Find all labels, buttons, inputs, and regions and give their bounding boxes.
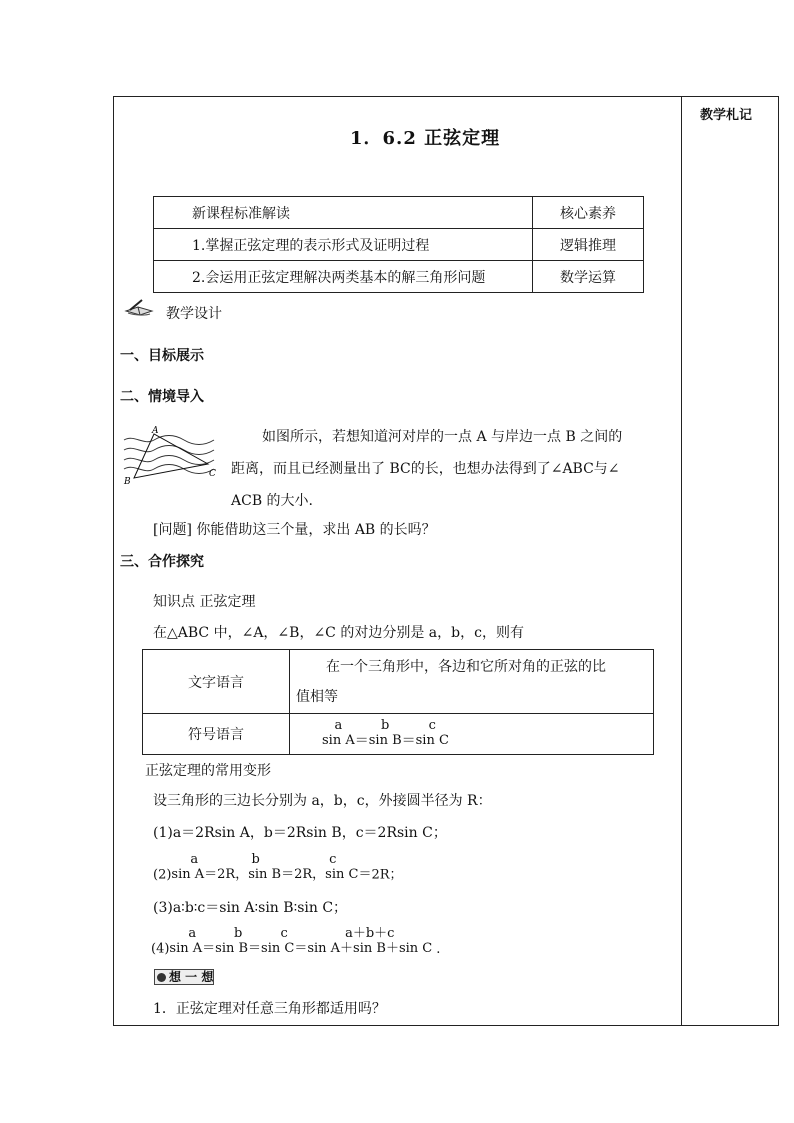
denominator: sin B [368, 733, 402, 748]
fraction [169, 926, 215, 956]
variant-prefix: (2) [153, 867, 172, 883]
section-situation: 二、情境导入 [120, 389, 204, 405]
denominator: sin A [322, 733, 355, 748]
variant-suffix: . [436, 941, 441, 957]
standard-2: 2.会运用正弦定理解决两类基本的解三角形问题 [154, 261, 533, 293]
figure-label-b: B [124, 477, 131, 486]
numerator: c [329, 852, 337, 867]
table-row [154, 229, 644, 261]
side-column-divider [681, 96, 682, 1026]
question: [问题] 你能借助这三个量，求出 AB 的长吗？ [153, 522, 436, 538]
law-table [142, 649, 654, 755]
symbol-language-label: 符号语言 [143, 714, 290, 755]
standard-1: 1.掌握正弦定理的表示形式及证明过程 [154, 229, 533, 261]
section-explore: 三、合作探究 [120, 554, 204, 570]
variant-3: (3)a∶b∶c＝sin A∶sin B∶sin C； [153, 900, 348, 916]
text-language-label: 文字语言 [143, 650, 290, 714]
standards-table [153, 196, 644, 293]
standards-header-right: 核心素养 [533, 197, 644, 229]
denominator: 2R，sin B＝ [217, 867, 295, 882]
variant-4 [151, 926, 440, 957]
table-row [143, 650, 654, 714]
table-row [154, 261, 644, 293]
fraction [322, 718, 355, 748]
variants-intro: 设三角形的三边长分别为 a，b，c，外接圆半径为 R： [153, 793, 492, 809]
denominator: sin B＝ [215, 941, 262, 956]
denominator: sin C [415, 733, 449, 748]
fraction [369, 718, 402, 748]
symbol-language-value [290, 714, 654, 755]
page-title: 1．6.2 正弦定理 [350, 128, 501, 149]
numerator: a＋b＋c [345, 926, 395, 941]
table-row [154, 197, 644, 229]
variants-heading: 正弦定理的常用变形 [145, 763, 271, 779]
variant-1: (1)a＝2Rsin A，b＝2Rsin B，c＝2Rsin C； [153, 825, 447, 841]
fraction [217, 852, 294, 882]
numerator: b [381, 718, 390, 733]
denominator: sin A＝ [171, 867, 218, 882]
denominator: sin A＝ [169, 941, 216, 956]
numerator: b [233, 926, 243, 941]
triangle-intro: 在△ABC 中，∠A，∠B，∠C 的对边分别是 a，b，c，则有 [153, 625, 524, 641]
numerator: a [190, 852, 199, 867]
design-label: 教学设计 [166, 306, 222, 322]
numerator: c [428, 718, 436, 733]
think-badge [154, 969, 214, 985]
denominator: sin A＋sin B＋sin C [307, 941, 433, 956]
think-label: 想 一 想 [169, 970, 214, 984]
section-goals: 一、目标展示 [120, 348, 204, 364]
knowledge-point: 知识点 正弦定理 [153, 594, 256, 610]
law-text-line-1: 在一个三角形中，各边和它所对角的正弦的比 [326, 658, 606, 675]
fraction [215, 926, 261, 956]
text-language-value [290, 650, 654, 714]
river-triangle-figure [122, 424, 217, 486]
fraction [294, 852, 371, 882]
law-text-line-2: 值相等 [296, 688, 338, 705]
table-row [143, 714, 654, 755]
fraction [171, 852, 217, 882]
fraction [307, 926, 432, 956]
think-question-1: 1．正弦定理对任意三角形都适用吗？ [153, 1001, 386, 1017]
think-icon [157, 973, 166, 982]
literacy-2: 数学运算 [533, 261, 644, 293]
figure-label-a: A [152, 426, 159, 436]
numerator: a [334, 718, 343, 733]
denominator: 2R，sin C＝ [294, 867, 372, 882]
fraction [416, 718, 449, 748]
numerator: b [251, 852, 260, 867]
literacy-1: 逻辑推理 [533, 229, 644, 261]
equals-sign: ＝ [354, 733, 369, 749]
variant-suffix: 2R； [371, 867, 403, 883]
equals-sign: ＝ [401, 733, 416, 749]
numerator: a [188, 926, 197, 941]
fraction [261, 926, 307, 956]
book-pen-icon [124, 297, 154, 317]
standards-header-left: 新课程标准解读 [154, 197, 533, 229]
denominator: sin C＝ [261, 941, 308, 956]
intro-line-2: 距离，而且已经测量出了 BC的长，也想办法得到了∠ABC与∠ [231, 461, 620, 477]
intro-line-1: 如图所示，若想知道河对岸的一点 A 与岸边一点 B 之间的 [262, 429, 623, 445]
numerator: c [280, 926, 288, 941]
figure-label-c: C [209, 469, 216, 479]
side-column-title: 教学札记 [700, 108, 753, 123]
variant-2 [153, 852, 403, 883]
intro-line-3: ACB 的大小. [231, 493, 314, 509]
variant-prefix: (4) [151, 941, 170, 957]
